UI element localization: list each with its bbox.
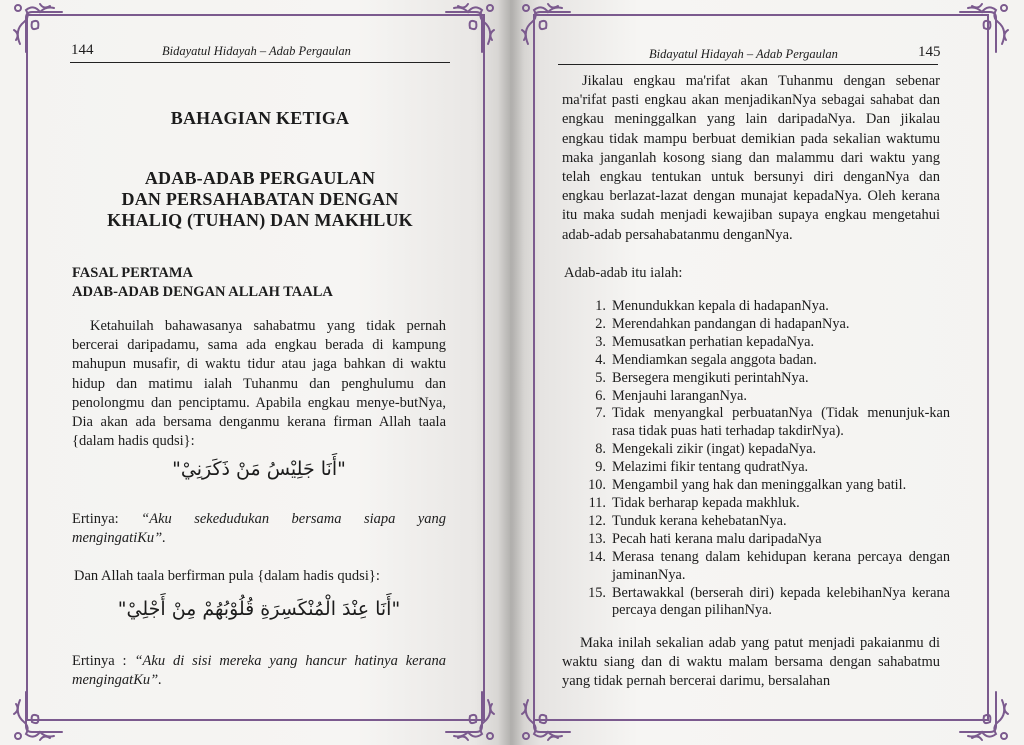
- right-page: [510, 0, 1024, 745]
- list-item-number: 3.: [595, 333, 606, 350]
- list-item: [570, 298, 950, 316]
- list-item-text: Tidak menyangkal perbuatanNya (Tidak menunjuk-kan rasa tidak puas hati terhadap takdirNya).: [612, 405, 950, 440]
- paragraph: Dan Allah taala berfirman pula {dalam hadis qudsi}:: [74, 568, 380, 584]
- list-item-text: Menundukkan kepala di hadapanNya.: [612, 298, 829, 314]
- running-head: Bidayatul Hidayah – Adab Pergaulan: [162, 44, 351, 58]
- list-item: [570, 531, 950, 549]
- corner-ornament-icon: [956, 0, 1012, 56]
- list-item: [570, 459, 950, 477]
- list-item-number: 9.: [595, 459, 606, 476]
- section-title: [72, 264, 333, 302]
- list-item-number: 6.: [595, 387, 606, 404]
- list-item-text: Tunduk kerana kehebatanNya.: [612, 512, 787, 529]
- list-item-text: Mengambil yang hak dan meninggalkan yang batil.: [612, 477, 907, 494]
- list-item-text: Mendiamkan segala anggota badan.: [612, 351, 817, 368]
- list-item: [570, 316, 950, 334]
- list-item-number: 5.: [595, 369, 606, 386]
- list-item-number: 4.: [595, 351, 606, 368]
- list-item-number: 14.: [588, 548, 606, 565]
- chapter-title: [60, 168, 460, 231]
- list-item-number: 15.: [588, 584, 606, 601]
- page-number: 145: [918, 44, 941, 60]
- arabic-text: "أَنَا جَلِيْسُ مَنْ ذَكَرَنِيْ": [172, 458, 346, 480]
- paragraph: Jikalau engkau ma'rifat akan Tuhanmu dengan sebenar ma'rifat pasti engkau akan menjadikanNya sebagai sahabat dan engkau meninggalkan yang lain daripadaNya. Dan jikalau engkau tidak mampu berbuat demikian pada sekalian waktumu maka janganlah kosong siang dan malammu dari waktu yang telah engkau tentukan untuk bersunyi diri denganNya dan engkau berlazat-lazat dengan munajat kepadaNya. Oleh kerana itu maka sudah menjadi kewajiban supaya engkau mengetahui adab-adab persahabatanmu denganNya.: [562, 73, 940, 243]
- list-item: [570, 513, 950, 531]
- list-item-text: Menjauhi laranganNya.: [612, 387, 747, 404]
- list-item: [570, 352, 950, 370]
- list-item: [570, 477, 950, 495]
- list-item-number: 10.: [588, 477, 606, 494]
- chapter-title-line: KHALIQ (TUHAN) DAN MAKHLUK: [107, 210, 413, 230]
- list-item: [570, 370, 950, 388]
- list-item-text: Merendahkan pandangan di hadapanNya.: [612, 315, 850, 332]
- list-item-text: Merasa tenang dalam kehidupan kerana percaya dengan jaminanNya.: [612, 548, 950, 583]
- corner-ornament-icon: [10, 0, 66, 56]
- list-item: [570, 495, 950, 513]
- running-head: Bidayatul Hidayah – Adab Pergaulan: [649, 47, 838, 61]
- translation-label: Ertinya :: [72, 653, 127, 669]
- paragraph: Ketahuilah bahawasanya sahabatmu yang tidak pernah bercerai daripadamu, sama ada engkau berada di kampung mahupun musafir, di waktu tidur atau jaga bahkan di waktu hidup dan matimu ialah Tuhanmu dan penghulumu dan penolongmu dan penciptamu. Apabila engkau menye-butNya, Dia akan ada bersama denganmu kerana firman Allah taala {dalam hadis qudsi}:: [72, 318, 446, 450]
- page-number: 144: [71, 42, 94, 58]
- section-title-line: FASAL PERTAMA: [72, 265, 193, 281]
- list-item: [570, 334, 950, 352]
- list-item-number: 13.: [588, 530, 606, 547]
- header-rule: [70, 62, 450, 63]
- corner-ornament-icon: [956, 688, 1012, 744]
- list-item-number: 8.: [595, 441, 606, 458]
- list-item-text: Tidak berharap kepada makhluk.: [612, 494, 800, 511]
- list-item-text: Bersegera mengikuti perintahNya.: [612, 369, 809, 386]
- list-item-number: 1.: [595, 298, 606, 314]
- translation: [72, 510, 446, 548]
- paragraph: Maka inilah sekalian adab yang patut menjadi pakaianmu di waktu siang dan di waktu malam bersama dengan sahabatmu yang tidak pernah bercerai darimu, bersalahan: [562, 635, 940, 690]
- list-item-text: Pecah hati kerana malu daripadaNya: [612, 530, 822, 547]
- translation-text: “Aku sekedudukan bersama siapa yang mengingatiKu”.: [72, 511, 447, 547]
- corner-ornament-icon: [10, 688, 66, 744]
- adab-list: [570, 298, 950, 620]
- list-item-number: 11.: [588, 494, 606, 511]
- left-page: [0, 0, 510, 745]
- translation-text: “Aku di sisi mereka yang hancur hatinya kerana mengingatKu”.: [72, 653, 447, 689]
- list-item-text: Bertawakkal (berserah diri) kepada kelebihanNya kerana percaya dengan pilihanNya.: [612, 584, 950, 619]
- corner-ornament-icon: [442, 688, 498, 744]
- list-item-text: Melazimi fikir tentang qudratNya.: [612, 459, 809, 476]
- list-item: [570, 441, 950, 459]
- chapter-title-line: ADAB-ADAB PERGAULAN: [144, 168, 376, 188]
- list-item: [570, 549, 950, 585]
- list-item: [570, 405, 950, 441]
- corner-ornament-icon: [518, 688, 574, 744]
- list-intro: Adab-adab itu ialah:: [564, 265, 683, 281]
- list-item-number: 2.: [595, 315, 606, 332]
- section-title-line: ADAB-ADAB DENGAN ALLAH TAALA: [72, 284, 333, 300]
- list-item-number: 12.: [588, 512, 606, 529]
- corner-ornament-icon: [442, 0, 498, 56]
- list-item: [570, 585, 950, 621]
- part-title: BAHAGIAN KETIGA: [170, 108, 350, 128]
- list-item-number: 7.: [595, 405, 606, 422]
- corner-ornament-icon: [518, 0, 574, 56]
- list-item: [570, 388, 950, 406]
- translation: [72, 652, 446, 690]
- list-item-text: Mengekali zikir (ingat) kepadaNya.: [612, 441, 817, 458]
- header-rule: [558, 64, 938, 65]
- chapter-title-line: DAN PERSAHABATAN DENGAN: [121, 189, 399, 209]
- translation-label: Ertinya:: [72, 511, 119, 527]
- list-item-text: Memusatkan perhatian kepadaNya.: [612, 333, 815, 350]
- arabic-text: "أَنَا عِنْدَ الْمُنْكَسِرَةِ قُلُوْبُهُمْ مِنْ أَجْلِيْ": [117, 598, 401, 620]
